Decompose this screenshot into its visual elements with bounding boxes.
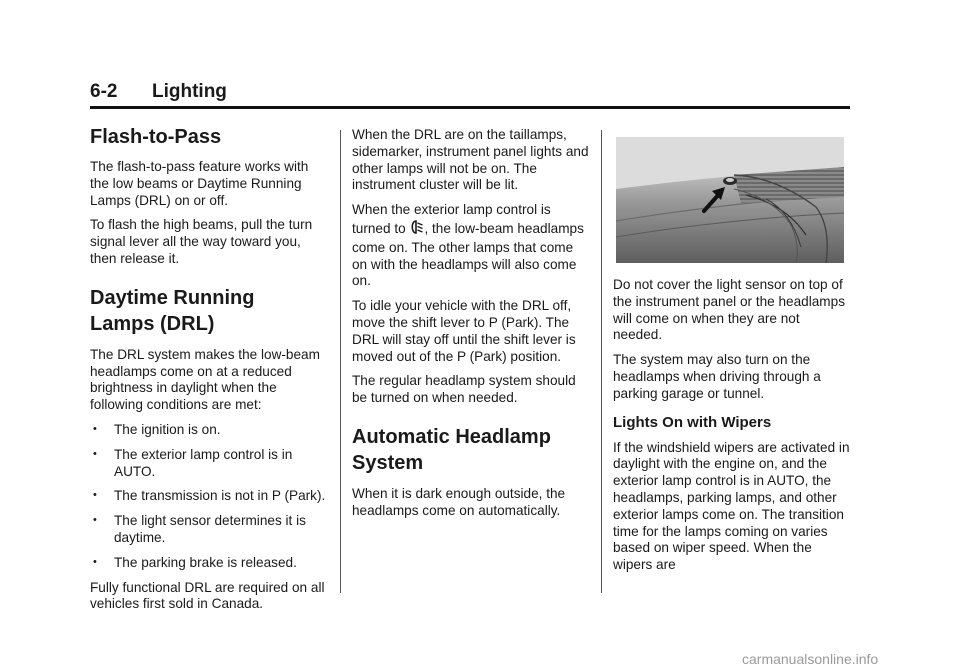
drl-paragraph-2: Fully functional DRL are required on all vehicles first sold in Canada. bbox=[90, 579, 325, 612]
wipers-paragraph-1: If the windshield wipers are activated in daylight with the engine on, and the exterior lamp control is in AUTO, the headlamps, parking lamps, and other exterior lamps come on. The transition time for the lamps coming on varies based on wiper speed. When the wipers are bbox=[613, 439, 850, 573]
drl-heading-line-2: Lamps (DRL) bbox=[90, 312, 215, 335]
page-number: 6-2 bbox=[90, 81, 118, 102]
bullet-icon: • bbox=[93, 447, 97, 460]
auto-heading-line-2: System bbox=[352, 451, 424, 474]
list-item: • The ignition is on. bbox=[93, 421, 221, 437]
section-title: Lighting bbox=[152, 81, 227, 102]
automatic-headlamp-heading bbox=[352, 424, 592, 476]
drl-conditions-list bbox=[90, 422, 330, 572]
watermark: carmanualsonline.info bbox=[742, 651, 879, 667]
drl-paragraph-3: When the DRL are on the taillamps, sidemarker, instrument panel lights and other lamps will not be on. The instrument cluster will be lit. bbox=[352, 127, 589, 193]
column-1 bbox=[90, 124, 330, 621]
column-3 bbox=[613, 127, 851, 582]
auto-heading-line-1: Automatic Headlamp bbox=[352, 425, 551, 448]
drl-heading-line-1: Daytime Running bbox=[90, 286, 255, 309]
drl-paragraph-4: When the exterior lamp control is turned to , the low-beam headlamps come on. The other lamps that come on with the headlamps will also come on. bbox=[352, 202, 584, 289]
list-item: • The exterior lamp control is in AUTO. bbox=[93, 446, 293, 479]
flash-to-pass-heading: Flash-to-Pass bbox=[90, 126, 222, 148]
sensor-paragraph-2: The system may also turn on the headlamps when driving through a parking garage or tunnel. bbox=[613, 352, 821, 401]
bullet-icon: • bbox=[93, 514, 97, 527]
drl-paragraph-6: The regular headlamp system should be turned on when needed. bbox=[352, 373, 576, 406]
bullet-icon: • bbox=[93, 422, 97, 435]
flash-paragraph-1: The flash-to-pass feature works with the low beams or Daytime Running Lamps (DRL) on or off. bbox=[90, 159, 309, 208]
bullet-icon: • bbox=[93, 555, 97, 568]
bullet-icon: • bbox=[93, 489, 97, 502]
column-divider bbox=[601, 130, 602, 593]
column-2 bbox=[352, 127, 592, 528]
column-divider bbox=[340, 130, 341, 593]
drl-heading bbox=[90, 285, 330, 337]
list-item: • The transmission is not in P (Park). bbox=[93, 488, 326, 504]
low-beam-headlamp-icon bbox=[410, 219, 423, 240]
drl-paragraph-5: To idle your vehicle with the DRL off, move the shift lever to P (Park). The DRL will stay off until the shift lever is moved out of the P (Park) position. bbox=[352, 298, 576, 364]
flash-paragraph-2: To flash the high beams, pull the turn signal lever all the way toward you, then release it. bbox=[90, 217, 313, 266]
page-header bbox=[90, 80, 850, 109]
list-item: • The light sensor determines it is daytime. bbox=[93, 513, 306, 545]
wipers-heading: Lights On with Wipers bbox=[613, 413, 772, 431]
light-sensor-figure bbox=[616, 137, 844, 263]
auto-paragraph-1: When it is dark enough outside, the headlamps come on automatically. bbox=[352, 485, 566, 518]
drl-paragraph-1: The DRL system makes the low-beam headlamps come on at a reduced brightness in daylight when the following conditions are met: bbox=[90, 346, 320, 413]
sensor-paragraph-1: Do not cover the light sensor on top of the instrument panel or the headlamps will come on when they are not needed. bbox=[613, 277, 845, 343]
list-item: • The parking brake is released. bbox=[93, 554, 297, 570]
